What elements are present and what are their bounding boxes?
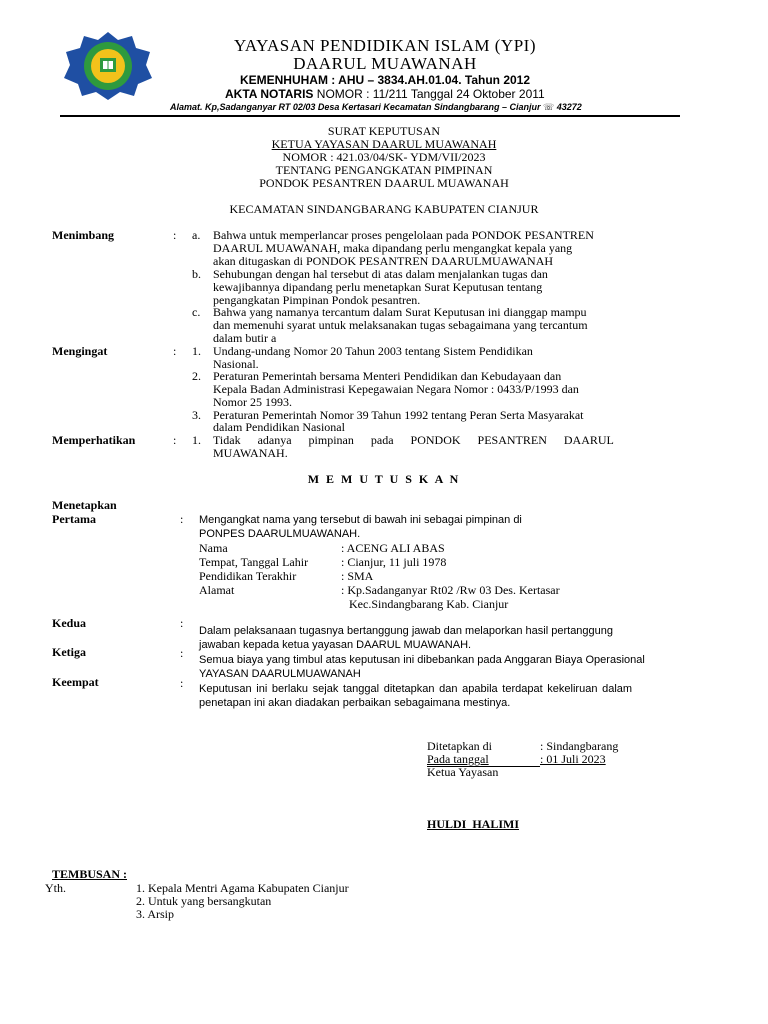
menimbang-label: Menimbang bbox=[52, 228, 115, 242]
field-pendidikan-value: : SMA bbox=[341, 569, 374, 583]
mengingat-1-line2: Nasional. bbox=[213, 357, 259, 371]
memperhatikan-1-line1: Tidak adanya pimpinan pada PONDOK PESANTREN DAARUL bbox=[213, 433, 614, 447]
akta-notaris-line bbox=[225, 88, 545, 101]
kedua-label: Kedua bbox=[52, 616, 87, 630]
header-rule bbox=[60, 115, 680, 117]
org-name-line1: YAYASAN PENDIDIKAN ISLAM (YPI) bbox=[234, 36, 536, 55]
yayasan-logo bbox=[60, 30, 156, 100]
field-alamat-value: : Kp.Sadanganyar Rt02 /Rw 03 Des. Kertasar bbox=[341, 583, 560, 597]
signatory-name: HULDI HALIMI bbox=[427, 817, 520, 831]
ketua-yayasan-position: Ketua Yayasan bbox=[427, 765, 499, 779]
ketiga-line2: YAYASAN DAARULMUAWANAH bbox=[199, 668, 361, 680]
akta-rest: NOMOR : 11/211 Tanggal 24 Oktober 2011 bbox=[316, 87, 545, 101]
org-name-line2: DAARUL MUAWANAH bbox=[293, 54, 477, 73]
field-alamat-label: Alamat bbox=[199, 583, 235, 597]
mengingat-3-line2: dalam Pendidikan Nasional bbox=[213, 420, 345, 434]
memperhatikan-1-line2: MUAWANAH. bbox=[213, 446, 288, 460]
mengingat-marker-3: 3. bbox=[192, 408, 201, 422]
postcode: 43272 bbox=[556, 102, 582, 112]
kemenhuham-line: KEMENHUHAM : AHU – 3834.AH.01.04. Tahun 2012 bbox=[239, 73, 531, 87]
mengingat-2-line2: Kepala Badan Administrasi Kepegawaian Negara Nomor : 0433/P/1993 dan bbox=[213, 382, 579, 396]
mengingat-1-line1: Undang-undang Nomor 20 Tahun 2003 tentang Sistem Pendidikan bbox=[213, 344, 533, 358]
pertama-colon: : bbox=[180, 512, 184, 526]
mengingat-2-line3: Nomor 25 1993. bbox=[213, 395, 292, 409]
title-line5: PONDOK PESANTREN DAARUL MUAWANAH bbox=[259, 176, 509, 190]
pertama-label: Pertama bbox=[52, 512, 96, 526]
kedua-colon: : bbox=[180, 616, 184, 630]
akta-prefix: AKTA NOTARIS bbox=[225, 87, 314, 101]
tembusan-yth: Yth. bbox=[45, 881, 66, 895]
pertama-line1: Mengangkat nama yang tersebut di bawah ini sebagai pimpinan di bbox=[199, 514, 522, 526]
field-ttl-value: : Cianjur, 11 juli 1978 bbox=[341, 555, 447, 569]
menimbang-b-line1: Sehubungan dengan hal tersebut di atas dalam menjalankan tugas dan bbox=[213, 267, 548, 281]
kedua-line1: Dalam pelaksanaan tugasnya bertanggung jawab dan melaporkan hasil pertanggung bbox=[199, 625, 614, 637]
keempat-colon: : bbox=[180, 676, 184, 690]
menimbang-b-line3: pengangkatan Pimpinan Pondok pesantren. bbox=[213, 293, 421, 307]
title-line4: TENTANG PENGANGKATAN PIMPINAN bbox=[275, 163, 493, 177]
tembusan-item-2: 2. Untuk yang bersangkutan bbox=[136, 894, 272, 908]
kedua-line2: jawaban kepada ketua yayasan DAARUL MUAWANAH. bbox=[199, 639, 472, 651]
mengingat-3-line1: Peraturan Pemerintah Nomor 39 Tahun 1992 tentang Peran Serta Masyarakat bbox=[213, 408, 584, 422]
field-ttl-label: Tempat, Tanggal Lahir bbox=[199, 555, 309, 569]
pertama-line2: PONPES DAARULMUAWANAH. bbox=[199, 528, 361, 540]
address-line bbox=[170, 101, 582, 114]
menimbang-c-line1: Bahwa yang namanya tercantum dalam Surat Keputusan ini dianggap mampu bbox=[213, 305, 587, 319]
address-text: Alamat. Kp,Sadanganyar RT 02/03 Desa Kertasari Kecamatan Sindangbarang – Cianjur bbox=[170, 102, 541, 112]
tembusan-item-3: 3. Arsip bbox=[136, 907, 175, 921]
ketiga-label: Ketiga bbox=[52, 645, 86, 659]
field-pendidikan-label: Pendidikan Terakhir bbox=[199, 569, 297, 583]
menimbang-c-line3: dalam butir a bbox=[213, 331, 277, 345]
mengingat-label: Mengingat bbox=[52, 344, 108, 358]
ditetapkan-label: Ditetapkan di bbox=[427, 739, 492, 753]
menimbang-colon: : bbox=[173, 228, 177, 242]
mengingat-marker-1: 1. bbox=[192, 344, 201, 358]
memutuskan-heading: M E M U T U S K A N bbox=[307, 472, 461, 486]
menetapkan-label: Menetapkan bbox=[52, 498, 117, 512]
menimbang-a-line1: Bahwa untuk memperlancar proses pengelolaan pada PONDOK PESANTREN bbox=[213, 228, 594, 242]
menimbang-a-line2: DAARUL MUAWANAH, maka dipandang perlu mengangkat kepala yang bbox=[213, 241, 573, 255]
menimbang-a-line3: akan ditugaskan di PONDOK PESANTREN DAARULMUAWANAH bbox=[213, 254, 554, 268]
field-nama-label: Nama bbox=[199, 541, 228, 555]
menimbang-b-line2: kewajibannya dipandang perlu menetapkan Surat Keputusan tentang bbox=[213, 280, 543, 294]
tembusan-label: TEMBUSAN : bbox=[52, 867, 128, 881]
menimbang-marker-a: a. bbox=[192, 228, 201, 242]
keempat-label: Keempat bbox=[52, 675, 99, 689]
pada-tanggal-value: : 01 Juli 2023 bbox=[540, 752, 606, 766]
title-line6: KECAMATAN SINDANGBARANG KABUPATEN CIANJUR bbox=[229, 202, 539, 216]
tembusan-item-1: 1. Kepala Mentri Agama Kabupaten Cianjur bbox=[136, 881, 349, 895]
memperhatikan-marker-1: 1. bbox=[192, 433, 201, 447]
decree-number: NOMOR : 421.03/04/SK- YDM/VII/2023 bbox=[282, 150, 486, 164]
ditetapkan-value: : Sindangbarang bbox=[540, 739, 619, 753]
menimbang-marker-b: b. bbox=[192, 267, 201, 281]
mengingat-colon: : bbox=[173, 344, 177, 358]
pada-tanggal-label: Pada tanggal bbox=[427, 752, 489, 766]
field-alamat-cont: Kec.Sindangbarang Kab. Cianjur bbox=[349, 597, 509, 611]
field-nama-value: : ACENG ALI ABAS bbox=[341, 541, 445, 555]
mengingat-marker-2: 2. bbox=[192, 369, 201, 383]
keempat-line1: Keputusan ini berlaku sejak tanggal ditetapkan dan apabila terdapat kekeliruan dalam bbox=[199, 683, 633, 695]
menimbang-c-line2: dan memenuhi syarat untuk melaksanakan tugas sebagaimana yang tercantum bbox=[213, 318, 588, 332]
memperhatikan-colon: : bbox=[173, 433, 177, 447]
keempat-line2: penetapan ini akan diadakan perbaikan sebagaimana mestinya. bbox=[199, 697, 511, 709]
phone-icon: ☏ bbox=[542, 102, 555, 112]
title-line2: KETUA YAYASAN DAARUL MUAWANAH bbox=[271, 137, 497, 151]
mengingat-2-line1: Peraturan Pemerintah bersama Menteri Pendidikan dan Kebudayaan dan bbox=[213, 369, 562, 383]
title-line1: SURAT KEPUTUSAN bbox=[327, 124, 441, 138]
memperhatikan-label: Memperhatikan bbox=[52, 433, 136, 447]
ketiga-colon: : bbox=[180, 646, 184, 660]
menimbang-marker-c: c. bbox=[192, 305, 201, 319]
ketiga-line1: Semua biaya yang timbul atas keputusan ini dibebankan pada Anggaran Biaya Operasional bbox=[199, 654, 645, 666]
